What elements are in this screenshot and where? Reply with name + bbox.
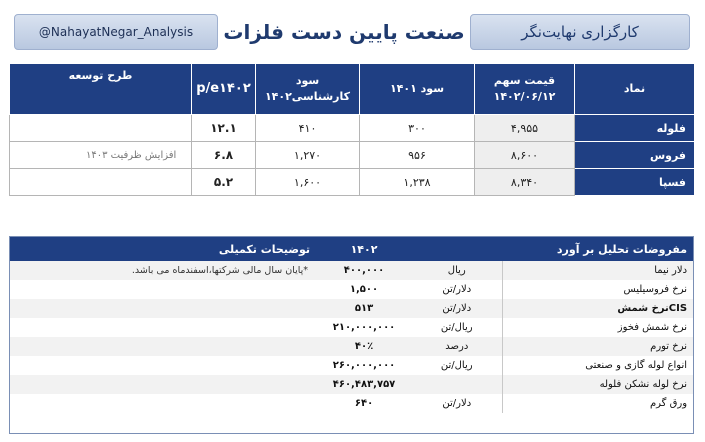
footnote: *پایان سال مالی شرکتها،اسفندماه می باشد. [10, 261, 316, 280]
page-title [222, 14, 466, 50]
table-row [10, 318, 693, 337]
cell-profit-1401: ۹۵۶ [360, 142, 475, 169]
cell-pe: ۵.۲ [192, 169, 256, 196]
cell-pe: ۶.۸ [192, 142, 256, 169]
valuation-table [9, 63, 695, 196]
col-symbol: نماد [575, 64, 695, 115]
cell-unit: ریال/تن [440, 360, 473, 371]
cell-unit: ریال [412, 261, 502, 280]
cell-unit: دلار/تن [442, 284, 472, 295]
cell-unit: درصد [412, 337, 502, 356]
handle-text: @NahayatNegar_Analysis [38, 25, 194, 39]
cell-symbol: فروس [575, 142, 695, 169]
col-assumptions: مفروضات تحلیل بر آورد [412, 237, 693, 261]
valuation-header-row [10, 64, 695, 115]
brand-text: کارگزاری نهایت‌نگر [521, 23, 639, 41]
cell-price: ۸,۶۰۰ [475, 142, 575, 169]
table-row [10, 115, 695, 142]
page-title-text: صنعت پایین دست فلزات [223, 20, 465, 44]
assumptions-panel [9, 236, 694, 434]
col-profit-1401: سود ۱۴۰۱ [360, 64, 475, 115]
empty-cell [10, 318, 316, 337]
table-row [10, 394, 693, 413]
empty-cell [10, 375, 316, 394]
cell-pe: ۱۲.۱ [192, 115, 256, 142]
brand-badge [470, 14, 690, 50]
col-plan: طرح توسعه [10, 64, 192, 115]
table-row [10, 375, 693, 394]
handle-badge [14, 14, 218, 50]
empty-cell [10, 337, 316, 356]
cell-plan [10, 115, 192, 142]
table-row [10, 356, 693, 375]
assumptions-table [10, 237, 693, 413]
cell-value: ۴۰۰,۰۰۰ [316, 261, 412, 280]
cell-label: نرخ لوله نشکن فلوله [502, 375, 693, 394]
table-row [10, 299, 693, 318]
empty-cell [10, 299, 316, 318]
cell-value: ۴۶۰,۴۸۳,۷۵۷ [316, 375, 412, 394]
cell-unit: ریال/تن [440, 322, 473, 333]
col-pe: p/e۱۴۰۲ [192, 64, 256, 115]
cell-price: ۸,۳۴۰ [475, 169, 575, 196]
cell-label: نرخ شمشCIS [502, 299, 693, 318]
cell-expert-profit: ۴۱۰ [256, 115, 360, 142]
empty-cell [10, 394, 316, 413]
assumptions-header-row [10, 237, 693, 261]
cell-expert-profit: ۱,۲۷۰ [256, 142, 360, 169]
empty-cell [10, 280, 316, 299]
col-expert-profit: سود کارشناسی۱۴۰۲ [256, 64, 360, 115]
cell-unit: دلار/تن [442, 398, 472, 409]
cell-plan [10, 169, 192, 196]
col-notes: توضیحات تکمیلی [10, 237, 316, 261]
cell-price: ۴,۹۵۵ [475, 115, 575, 142]
empty-cell [10, 356, 316, 375]
table-row [10, 280, 693, 299]
col-year: ۱۴۰۲ [316, 237, 412, 261]
cell-label: نرخ فروسیلیس [502, 280, 693, 299]
cell-label: نرخ تورم [502, 337, 693, 356]
cell-symbol: فسپا [575, 169, 695, 196]
cell-value: ۲۶۰,۰۰۰,۰۰۰ [332, 360, 396, 371]
cell-profit-1401: ۱,۲۳۸ [360, 169, 475, 196]
cell-label: ورق گرم [502, 394, 693, 413]
cell-value: ۶۴۰ [354, 398, 374, 409]
cell-unit [412, 375, 502, 394]
cell-value: ۲۱۰,۰۰۰,۰۰۰ [332, 322, 396, 333]
table-row [10, 261, 693, 280]
cell-profit-1401: ۳۰۰ [360, 115, 475, 142]
table-row [10, 169, 695, 196]
cell-value: ۵۱۳ [316, 299, 412, 318]
cell-label: دلار نیما [502, 261, 693, 280]
cell-unit: دلار/تن [412, 299, 502, 318]
table-row [10, 337, 693, 356]
cell-plan: افزایش ظرفیت ۱۴۰۳ [10, 142, 192, 169]
cell-symbol: فلوله [575, 115, 695, 142]
cell-value: ۱,۵۰۰ [349, 284, 379, 295]
cell-label: انواع لوله گازی و صنعتی [502, 356, 693, 375]
table-row [10, 142, 695, 169]
col-price: قیمت سهم ۱۴۰۲/۰۶/۱۲ [475, 64, 575, 115]
cell-value: ۴۰٪ [316, 337, 412, 356]
cell-expert-profit: ۱,۶۰۰ [256, 169, 360, 196]
cell-label: نرخ شمش فخوز [502, 318, 693, 337]
